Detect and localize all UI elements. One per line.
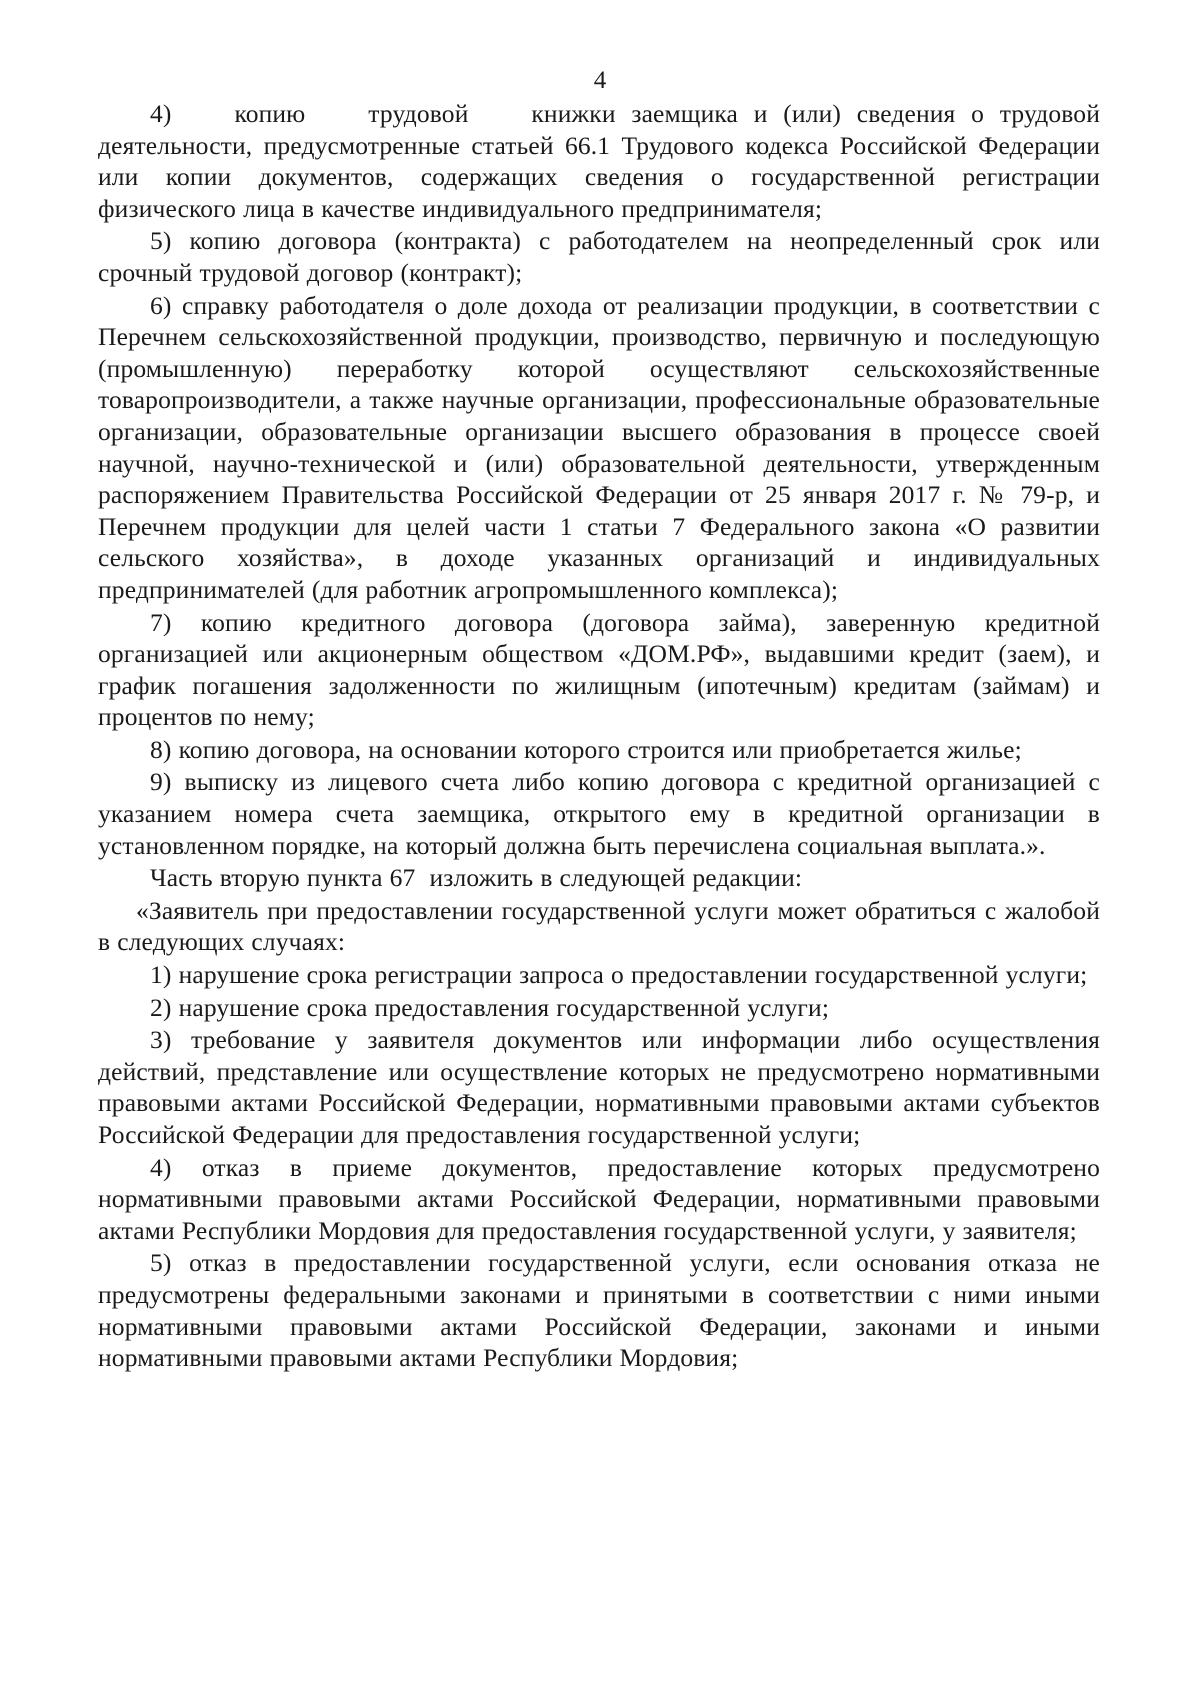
paragraph-complaint-case-4: 4) отказ в приеме документов, предоставление которых предусмотрено нормативными правовыми актами Российской Федерации, нормативными правовыми актами Республики Мордовия для предоставления государственной услуги, у заявителя;: [98, 1152, 1100, 1245]
page-number: 4: [593, 67, 607, 94]
paragraph-item-7: 7) копию кредитного договора (договора займа), заверенную кредитной организацией или акционерным обществом «ДОМ.РФ», выдавшими кредит (заем), и график погашения задолженности по жилищным (ипотечным) кредитам (займам) и процентов по нему;: [98, 607, 1100, 732]
paragraph-amendment-clause-67: Часть вторую пункта 67 изложить в следующей редакции:: [150, 863, 803, 893]
paragraph-quoted-intro: «Заявитель при предоставлении государственной услуги может обратиться с жалобой в следующих случаях:: [98, 895, 1100, 957]
paragraph-item-9: 9) выписку из лицевого счета либо копию договора с кредитной организацией с указанием номера счета заемщика, открытого ему в кредитной организации в установленном порядке, на который должна быть перечислена социальная выплата.».: [98, 767, 1100, 860]
paragraph-item-6: 6) справку работодателя о доле дохода от реализации продукции, в соответствии с Перечнем сельскохозяйственной продукции, производство, первичную и последующую (промышленную) переработку которой осуществляют сельскохозяйственные товаропроизводители, а также научные организации, профессиональные образовательные организации, образовательные организации высшего образования в процессе своей научной, научно-технической и (или) образовательной деятельности, утвержденным распоряжением Правительства Российской Федерации от 25 января 2017 г. № 79-р, и Перечнем продукции для целей части 1 статьи 7 Федерального закона «О развитии сельского хозяйства», в доходе указанных организаций и индивидуальных предпринимателей (для работник агропромышленного комплекса);: [98, 290, 1100, 604]
paragraph-item-8: 8) копию договора, на основании которого строится или приобретается жилье;: [150, 734, 1022, 764]
paragraph-item-5: 5) копию договора (контракта) с работодателем на неопределенный срок или срочный трудовой договор (контракт);: [98, 226, 1100, 287]
paragraph-item-4: 4) копию трудовой книжки заемщика и (или) сведения о трудовой деятельности, предусмотренные статьей 66.1 Трудового кодекса Российской Федерации или копии документов, содержащих сведения о государственной регистрации физического лица в качестве индивидуального предпринимателя;: [98, 99, 1100, 223]
paragraph-complaint-case-2: 2) нарушение срока предоставления государственной услуги;: [150, 992, 830, 1022]
paragraph-complaint-case-3: 3) требование у заявителя документов или информации либо осуществления действий, представление или осуществление которых не предусмотрено нормативными правовыми актами Российской Федерации, нормативными правовыми актами субъектов Российской Федерации для предоставления государственной услуги;: [98, 1025, 1100, 1149]
paragraph-complaint-case-1: 1) нарушение срока регистрации запроса о предоставлении государственной услуги;: [150, 960, 1088, 990]
paragraph-complaint-case-5: 5) отказ в предоставлении государственной услуги, если основания отказа не предусмотрены федеральными законами и принятыми в соответствии с ними иными нормативными правовыми актами Российской Федерации, законами и иными нормативными правовыми актами Республики Мордовия;: [98, 1248, 1100, 1373]
document-body: [98, 98, 1100, 1375]
